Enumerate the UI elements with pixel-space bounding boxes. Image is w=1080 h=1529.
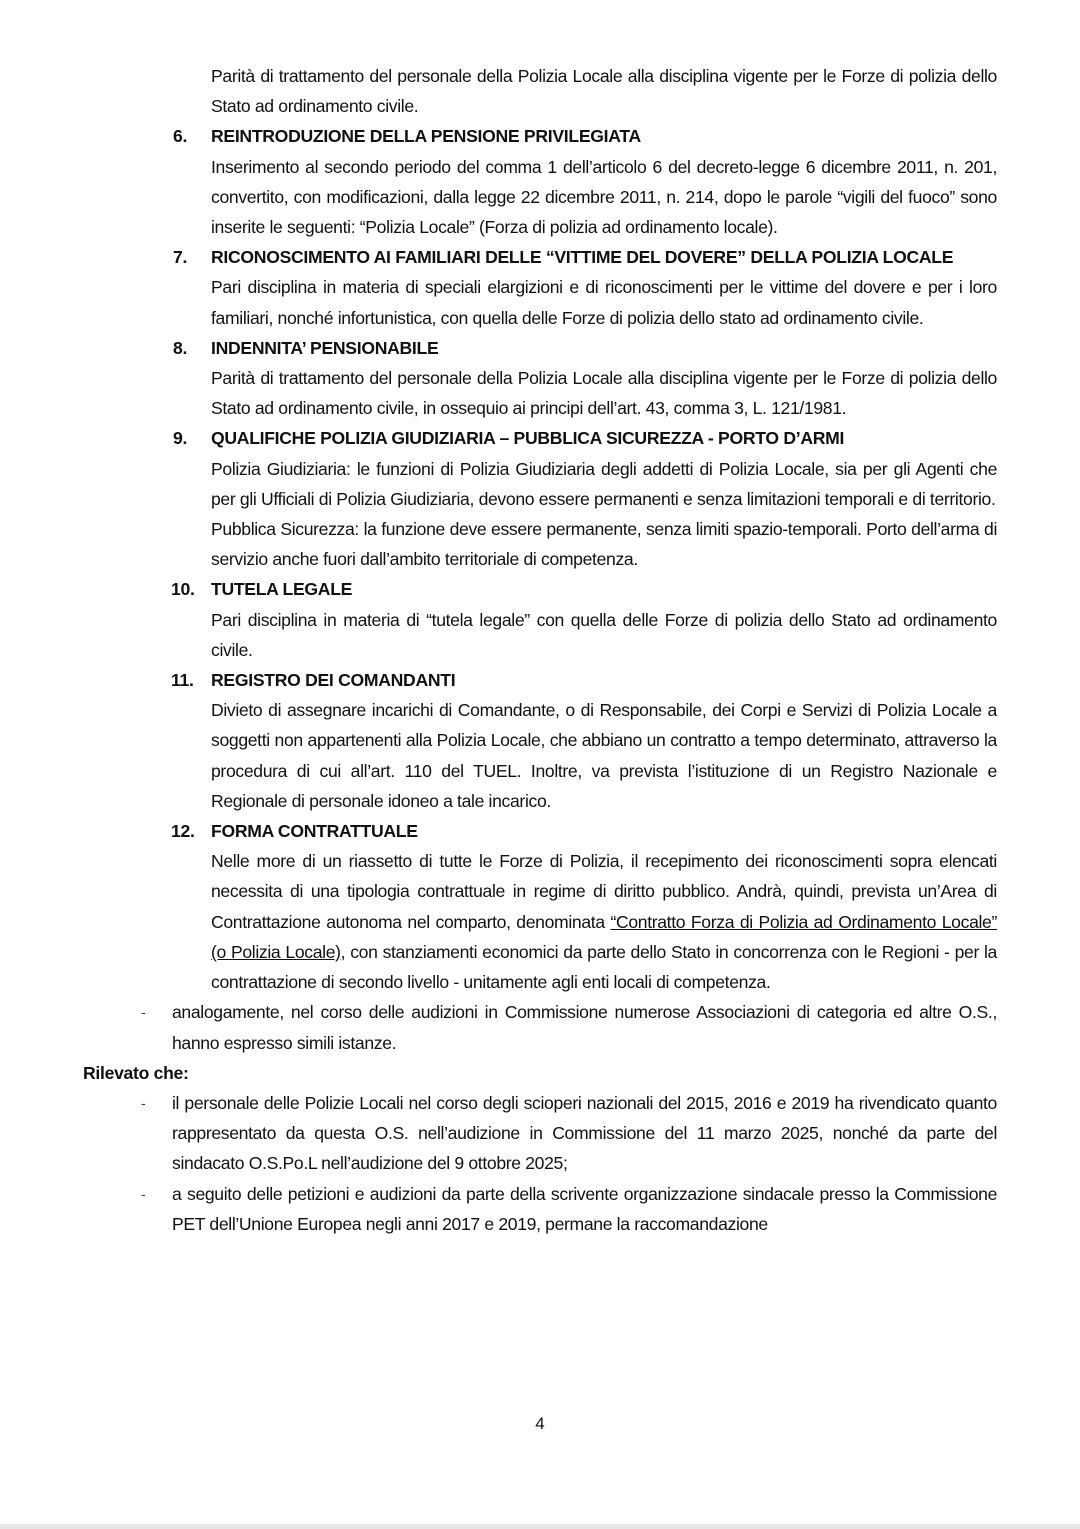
list-item-number: 9. [173, 428, 188, 449]
list-item-heading [171, 665, 997, 695]
paragraph-text: Nelle more di un riassetto di tutte le Forze di Polizia, il recepimento dei riconoscimenti sopra elencati necessita di una tipologia contrattuale in regime di diritto pubblico. Andrà, quindi, prevista un’Area di Contrattazione autonoma nel comparto, denominata [211, 851, 997, 932]
list-item-number: 8. [173, 337, 188, 358]
dash-list-item [141, 1088, 997, 1179]
list-item-paragraph: Polizia Giudiziaria: le funzioni di Polizia Giudiziaria degli addetti di Polizia Locale, sia per gli Agenti che per gli Ufficiali di Polizia Giudiziaria, devono essere permanenti e senza limitazioni temporali e di territorio. [211, 458, 997, 509]
list-item-heading [173, 423, 997, 453]
list-item-paragraph: Pari disciplina in materia di speciali elargizioni e di riconoscimenti per le vittime del dovere e per i loro familiari, nonché infortunistica, con quella delle Forze di polizia dello stato ad ordinamento civile. [211, 277, 997, 328]
dash-bullet: - [141, 1004, 146, 1021]
paragraph-text: con stanziamenti economici da parte dello Stato in concorrenza con le Regioni - per la contrattazione di secondo livello - unitamente agli enti locali di competenza. [211, 941, 997, 993]
intro-paragraph: Parità di trattamento del personale della Polizia Locale alla disciplina vigente per le Forze di polizia dello Stato ad ordinamento civile. [211, 66, 997, 117]
list-item-title: INDENNITA’ PENSIONABILE [211, 337, 439, 358]
list-item-number: 6. [173, 126, 188, 147]
underlined-contract-name: “Contratto Forza di Polizia ad Ordinamento Locale” (o Polizia Locale), [211, 911, 998, 962]
section-heading: Rilevato che: [83, 1062, 189, 1083]
list-item-paragraph: Inserimento al secondo periodo del comma 1 dell’articolo 6 del decreto-legge 6 dicembre 2011, n. 201, convertito, con modificazioni, dalla legge 22 dicembre 2011, n. 214, dopo le parole “vigili del fuoco” sono inserite le seguenti: “Polizia Locale” (Forza di polizia ad ordinamento locale). [211, 156, 997, 238]
list-item-title: TUTELA LEGALE [211, 579, 353, 600]
list-item-title: RICONOSCIMENTO AI FAMILIARI DELLE “VITTIME DEL DOVERE” DELLA POLIZIA LOCALE [211, 247, 954, 268]
viewer-bottom-edge [0, 1524, 1080, 1529]
dash-list-item [141, 997, 997, 1057]
list-item-number: 11. [171, 670, 194, 691]
list-item-heading [173, 121, 997, 151]
list-item-heading [171, 816, 997, 846]
list-item-paragraph: Pari disciplina in materia di “tutela legale” con quella delle Forze di polizia dello Stato ad ordinamento civile. [211, 609, 997, 660]
list-item-title: QUALIFICHE POLIZIA GIUDIZIARIA – PUBBLICA SICUREZZA - PORTO D’ARMI [211, 428, 845, 449]
dash-bullet: - [141, 1185, 146, 1202]
dash-bullet: - [141, 1094, 146, 1111]
page-number: 4 [535, 1414, 545, 1433]
list-item-title: REINTRODUZIONE DELLA PENSIONE PRIVILEGIATA [211, 126, 641, 147]
list-item-heading [173, 242, 997, 272]
dash-item-text: a seguito delle petizioni e audizioni da parte della scrivente organizzazione sindacale presso la Commissione PET dell’Unione Europea negli anni 2017 e 2019, permane la raccomandazione [172, 1183, 997, 1234]
list-item-number: 12. [171, 821, 195, 842]
list-item-title: FORMA CONTRATTUALE [211, 821, 418, 842]
list-item-paragraph [211, 846, 997, 997]
list-item-paragraph: Parità di trattamento del personale della Polizia Locale alla disciplina vigente per le Forze di polizia dello Stato ad ordinamento civile, in ossequio ai principi dell’art. 43, comma 3, L. 121/1981. [211, 368, 997, 419]
list-item-paragraph: Divieto di assegnare incarichi di Comandante, o di Responsabile, dei Corpi e Servizi di Polizia Locale a soggetti non appartenenti alla Polizia Locale, che abbiano un contratto a tempo determinato, attraverso la procedura di cui all’art. 110 del TUEL. Inoltre, va prevista l’istituzione di un Registro Nazionale e Regionale di personale idoneo a tale incarico. [211, 700, 997, 811]
list-item-heading [173, 333, 997, 363]
page-content [0, 61, 1080, 1239]
list-item-number: 7. [173, 247, 188, 268]
list-item-title: REGISTRO DEI COMANDANTI [211, 670, 456, 691]
dash-item-text: analogamente, nel corso delle audizioni in Commissione numerose Associazioni di categoria ed altre O.S., hanno espresso simili istanze. [172, 1002, 997, 1053]
list-item-paragraph: Pubblica Sicurezza: la funzione deve essere permanente, senza limiti spazio-temporali. Porto dell’arma di servizio anche fuori dall’ambito territoriale di competenza. [211, 519, 997, 570]
dash-list-item [141, 1179, 997, 1239]
list-item-heading [171, 574, 997, 604]
list-item-number: 10. [171, 579, 195, 600]
dash-item-text: il personale delle Polizie Locali nel corso degli scioperi nazionali del 2015, 2016 e 2019 ha rivendicato quanto rappresentato da questa O.S. nell’audizione in Commissione del 11 marzo 2025, nonché da parte del sindacato O.S.Po.L nell’audizione del 9 ottobre 2025; [172, 1092, 997, 1174]
